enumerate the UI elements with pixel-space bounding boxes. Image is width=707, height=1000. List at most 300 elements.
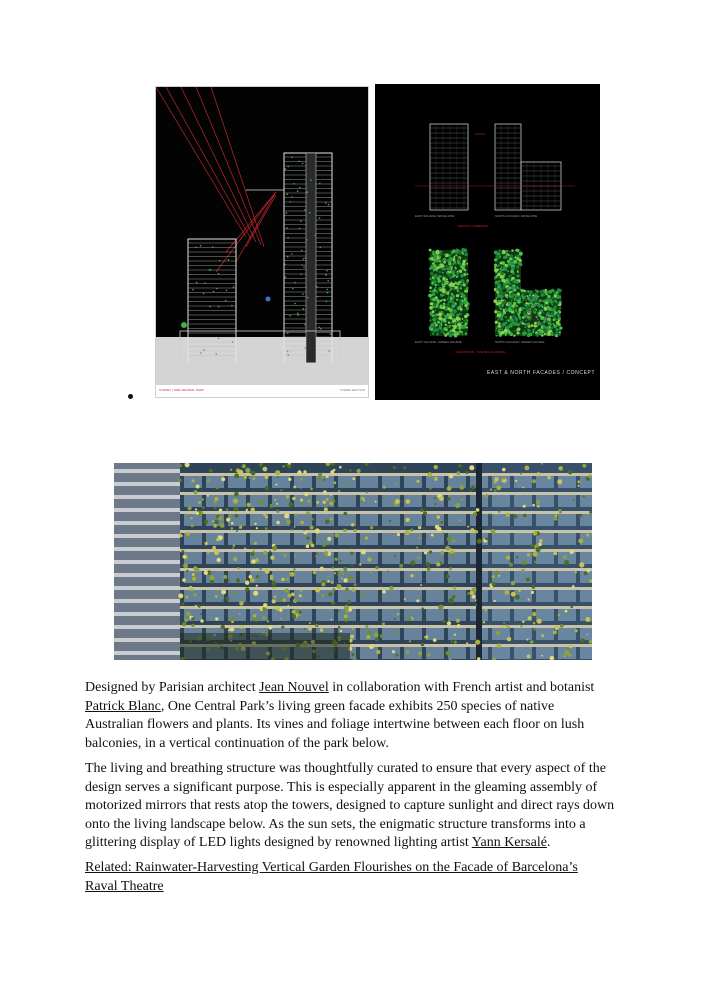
photo-vine-foliage [498,511,500,513]
photo-vine-foliage [320,628,323,631]
facade-foliage [432,331,434,333]
section-plant-mark [303,308,305,310]
jean-nouvel-link[interactable]: Jean Nouvel [259,680,329,695]
facade-foliage [461,313,462,314]
photo-vine-foliage [276,521,279,524]
section-plant-mark [327,280,329,282]
facade-foliage [508,302,512,306]
photo-vine-foliage [577,480,580,483]
facade-foliage [526,300,527,301]
facade-foliage [435,287,436,288]
photo-vine-foliage [396,654,399,657]
facade-foliage [543,312,544,313]
photo-window [426,647,444,659]
facade-foliage [461,248,465,252]
section-plant-mark [310,179,312,181]
photo-vine-foliage [333,588,336,591]
facade-foliage [433,274,436,277]
photo-vine-foliage [522,620,525,623]
facade-foliage [467,273,468,274]
photo-vine-foliage [240,625,243,628]
yann-kersale-link[interactable]: Yann Kersalé [471,835,547,850]
photo-vine-foliage [330,517,333,520]
facade-foliage [511,300,513,302]
photo-vine-foliage [256,585,258,587]
photo-vine-foliage [233,557,237,561]
photo-vine-foliage [243,475,247,479]
facade-foliage [534,327,536,329]
photo-vine-foliage [420,509,423,512]
section-plant-mark [288,354,290,356]
photo-window [206,609,224,621]
photo-vine-foliage [221,590,226,595]
facade-foliage [437,330,439,332]
photo-vine-foliage [222,599,224,601]
facade-foliage [508,262,511,265]
photo-vine-foliage [397,613,399,615]
photo-vine-foliage [215,595,218,598]
photo-vine-foliage [256,575,259,578]
photo-vine-foliage [516,556,518,558]
facade-flower [528,325,530,327]
facade-foliage [544,307,548,311]
photo-vine-foliage [485,537,488,540]
patrick-blanc-link[interactable]: Patrick Blanc [85,698,161,714]
facade-foliage [494,259,497,262]
photo-vine-foliage [210,575,215,580]
facade-foliage [512,266,514,268]
facade-foliage [452,320,455,323]
photo-vine-foliage [394,618,396,620]
facade-foliage [462,294,466,298]
photo-vine-foliage [349,549,351,551]
facade-foliage [467,279,470,282]
photo-vine-foliage [504,590,509,595]
facade-foliage [456,294,459,297]
photo-vine-foliage [575,629,578,632]
facade-foliage [432,315,434,317]
photo-vine-foliage [442,532,444,534]
photo-vine-foliage [250,552,254,556]
photo-window [536,571,554,583]
photo-vine-foliage [288,478,291,481]
photo-vine-foliage [332,567,334,569]
photo-vine-foliage [418,537,420,539]
photo-vine-foliage [316,501,319,504]
facade-foliage [441,324,443,326]
facade-flower [534,322,536,324]
photo-vine-foliage [226,509,228,511]
photo-vine-foliage [268,625,272,629]
photo-vine-foliage [250,578,255,583]
photo-vine-foliage [289,502,294,507]
facade-foliage [429,278,431,280]
photo-vine-foliage [233,498,238,503]
photo-window [360,514,378,526]
section-plant-mark [330,333,332,335]
photo-vine-foliage [457,624,460,627]
facade-foliage [537,333,539,335]
facade-foliage [500,328,502,330]
facade-foliage [443,261,446,264]
facade-foliage [494,267,496,269]
facade-foliage [542,326,543,327]
photo-vine-foliage [198,605,201,608]
photo-vine-foliage [230,469,232,471]
facade-foliage [554,300,557,303]
related-article-link[interactable] [85,859,645,896]
facade-foliage [457,261,461,265]
photo-vine-foliage [449,598,454,603]
photo-balcony [114,651,184,655]
facade-foliage [528,329,531,332]
photo-vine-foliage [300,478,303,481]
photo-vine-foliage [459,485,464,490]
facade-foliage [542,306,544,308]
photo-vine-foliage [297,470,301,474]
photo-vine-foliage [186,570,188,572]
photo-vine-foliage [564,650,569,655]
photo-vine-foliage [582,464,586,468]
section-water [266,297,271,302]
photo-vine-foliage [344,615,348,619]
facade-foliage [510,316,512,318]
section-plant-mark [297,190,299,192]
facade-foliage [516,331,519,334]
facade-foliage [434,254,437,257]
facade-foliage [494,251,497,254]
facade-foliage [441,262,443,264]
photo-vine-foliage [293,568,295,570]
facade-foliage [525,319,527,321]
facade-foliage [438,284,440,286]
photo-vine-foliage [329,544,331,546]
section-plant-mark [325,202,327,204]
photo-vine-foliage [476,508,480,512]
facade-foliage [497,290,499,292]
photo-vine-foliage [272,546,277,551]
section-plant-mark [303,258,305,260]
photo-vine-foliage [392,650,395,653]
section-plant-mark [290,201,292,203]
photo-vine-foliage [494,489,497,492]
building-photo [114,463,592,660]
photo-vine-foliage [438,605,443,610]
facade-foliage [445,276,447,278]
facade-foliage [437,268,438,269]
photo-vine-foliage [286,578,289,581]
paragraph-2-line-1: The living and breathing structure was thoughtfully curated to ensure that every aspect of the [85,761,606,776]
photo-vine-foliage [531,591,534,594]
facade-foliage [547,298,551,302]
photo-vine-foliage [214,497,218,501]
facade-foliage [453,275,455,277]
facade-foliage [498,249,501,252]
facade-foliage [512,315,516,319]
facade-foliage [452,272,454,274]
facade-foliage [513,260,517,264]
photo-vine-foliage [357,469,361,473]
facade-foliage [540,332,543,335]
photo-vine-foliage [223,575,227,579]
photo-vine-foliage [321,582,325,586]
facade-foliage [449,271,451,273]
facade-foliage [433,325,434,326]
photo-vine-foliage [253,614,256,617]
photo-vine-foliage [496,631,500,635]
photo-vine-foliage [331,581,334,584]
photo-vine-foliage [563,555,567,559]
facade-foliage [449,254,451,256]
photo-vine-foliage [406,499,411,504]
photo-vine-foliage [200,613,202,615]
facade-foliage [440,329,444,333]
facade-foliage [533,296,534,297]
facade-foliage [547,291,549,293]
facade-foliage [519,252,523,256]
facade-foliage [455,264,457,266]
photo-vine-foliage [338,626,340,628]
photo-vine-foliage [246,509,248,511]
facade-foliage [449,283,453,287]
facade-foliage [446,307,447,308]
photo-vine-foliage [315,553,317,555]
facade-foliage [511,280,512,281]
photo-vine-foliage [472,587,477,592]
photo-vine-foliage [300,499,303,502]
photo-vine-foliage [369,644,374,649]
section-plant-mark [213,291,215,293]
photo-vine-foliage [188,506,192,510]
facade-foliage [540,290,544,294]
facade-foliage [516,294,518,296]
section-plant-mark [196,282,198,284]
photo-vine-foliage [339,466,342,469]
facade-foliage [505,250,508,253]
section-plant-mark [328,204,330,206]
photo-vine-foliage [498,575,500,577]
facade-foliage [432,262,435,265]
facade-foliage [511,249,513,251]
facade-foliage [537,319,539,321]
photo-vine-foliage [299,594,302,597]
photo-vine-foliage [341,578,343,580]
photo-window [580,590,592,602]
photo-vine-foliage [442,620,445,623]
facade-foliage [559,327,562,330]
facade-foliage [503,301,505,303]
photo-vine-foliage [274,596,276,598]
photo-vine-foliage [502,468,506,472]
facade-foliage [466,263,468,265]
photo-vine-foliage [352,653,355,656]
photo-vine-foliage [449,474,453,478]
photo-vine-foliage [204,571,208,575]
photo-vine-foliage [351,523,354,526]
section-plant-mark [192,289,194,291]
photo-vine-foliage [286,520,291,525]
facade-foliage [504,329,508,333]
photo-floor-slab [180,568,592,571]
photo-vine-foliage [214,507,217,510]
facade-foliage [430,255,432,257]
section-plant-mark [225,300,227,302]
facade-foliage [437,307,438,308]
text-run: Designed by Parisian architect [85,680,260,695]
photo-vine-foliage [571,606,574,609]
photo-vine-foliage [455,503,460,508]
facade-foliage [502,275,505,278]
photo-vine-foliage [244,548,246,550]
photo-vine-foliage [461,499,463,501]
facade-flower [544,333,546,335]
facade-foliage [532,331,534,333]
section-tree [181,322,187,328]
photo-vine-foliage [559,511,562,514]
facade-foliage [518,257,520,259]
facade-foliage [465,333,467,335]
photo-vine-foliage [578,485,580,487]
photo-vine-foliage [536,547,541,552]
section-plant-mark [319,217,321,219]
facade-foliage [502,322,506,326]
facade-foliage [433,281,436,284]
facade-foliage [494,282,496,284]
photo-vine-foliage [416,547,418,549]
facade-foliage [524,329,526,331]
photo-vine-foliage [245,468,250,473]
photo-vine-foliage [494,600,496,602]
facade-foliage [461,331,463,333]
facade-foliage [428,294,432,298]
photo-vine-foliage [287,594,291,598]
photo-vine-foliage [434,465,438,469]
photo-vine-foliage [326,475,329,478]
section-plant-mark [303,266,305,268]
photo-vine-foliage [511,592,516,597]
facade-foliage [456,254,458,256]
photo-vine-foliage [417,480,420,483]
facade-foliage [445,329,448,332]
facade-foliage [532,308,534,310]
facade-foliage [437,264,438,265]
photo-vine-foliage [532,504,535,507]
photo-vine-foliage [242,464,246,468]
facade-foliage [495,329,497,331]
photo-vine-foliage [274,499,276,501]
facade-foliage [440,293,443,296]
facade-foliage [538,304,541,307]
photo-vine-foliage [534,628,537,631]
photo-vine-foliage [182,622,186,626]
photo-vine-foliage [254,542,257,545]
photo-vine-foliage [347,600,351,604]
photo-vine-foliage [195,508,197,510]
paragraph-2-line-4: onto the living landscape below. As the sun sets, the enigmatic structure transforms into a [85,816,586,832]
photo-window [272,552,290,564]
paragraph-2-line-3: motorized mirrors that rests atop the towers, designed to capture sunlight and direct rays down [85,798,615,813]
facade-foliage [442,277,445,280]
photo-vine-foliage [403,466,406,469]
photo-vine-foliage [232,547,234,549]
photo-window [536,476,554,488]
facade-foliage [452,303,455,306]
facade-foliage [432,333,434,335]
facade-foliage [446,325,449,328]
facade-foliage [508,276,510,278]
photo-vine-foliage [262,607,266,611]
photo-vine-foliage [583,495,585,497]
photo-window [316,476,334,488]
section-plant-mark [285,276,287,278]
facade-foliage [503,266,507,270]
facade-foliage [452,295,456,299]
photo-balcony [114,599,184,603]
photo-vine-foliage [251,471,256,476]
facade-foliage [531,324,534,327]
facade-foliage [429,290,431,292]
facade-foliage [460,288,462,290]
photo-window [404,476,422,488]
facade-foliage [499,305,501,307]
photo-window [536,552,554,564]
photo-vine-foliage [447,536,452,541]
facade-label-east-green: EAST FACADE / GREEN FACADE [415,340,462,344]
photo-vine-foliage [522,560,527,565]
facade-foliage [446,282,448,284]
photo-vine-foliage [275,606,279,610]
facade-foliage [441,280,445,284]
facade-foliage [456,282,460,286]
facade-foliage [504,255,508,259]
facade-foliage [449,290,451,292]
facade-foliage [458,309,460,311]
facade-foliage [450,298,452,300]
photo-vine-foliage [416,599,419,602]
photo-vine-foliage [233,507,238,512]
photo-vine-foliage [471,485,475,489]
facade-foliage [434,289,437,292]
photo-vine-foliage [366,491,368,493]
facade-foliage [463,320,467,324]
facade-foliage [446,313,449,316]
facade-foliage [511,284,512,285]
photo-vine-foliage [335,558,338,561]
photo-vine-foliage [192,479,195,482]
photo-vine-foliage [265,527,268,530]
photo-vine-foliage [283,598,286,601]
photo-vine-foliage [495,571,499,575]
photo-vine-foliage [212,546,216,550]
photo-vine-foliage [214,550,219,555]
section-plant-mark [286,212,288,214]
section-plant-mark [203,349,205,351]
photo-vine-foliage [570,550,574,554]
photo-vine-foliage [473,512,477,516]
facade-foliage [498,325,499,326]
facade-foliage [494,310,497,313]
facade-foliage [528,292,531,295]
photo-vine-foliage [410,528,413,531]
photo-window [448,628,466,640]
facade-foliage [548,318,551,321]
facade-foliage [529,305,531,307]
facade-foliage [507,331,510,334]
facade-foliage [514,257,516,259]
facade-foliage [528,299,529,300]
photo-vine-foliage [511,581,516,586]
facade-foliage [524,326,526,328]
